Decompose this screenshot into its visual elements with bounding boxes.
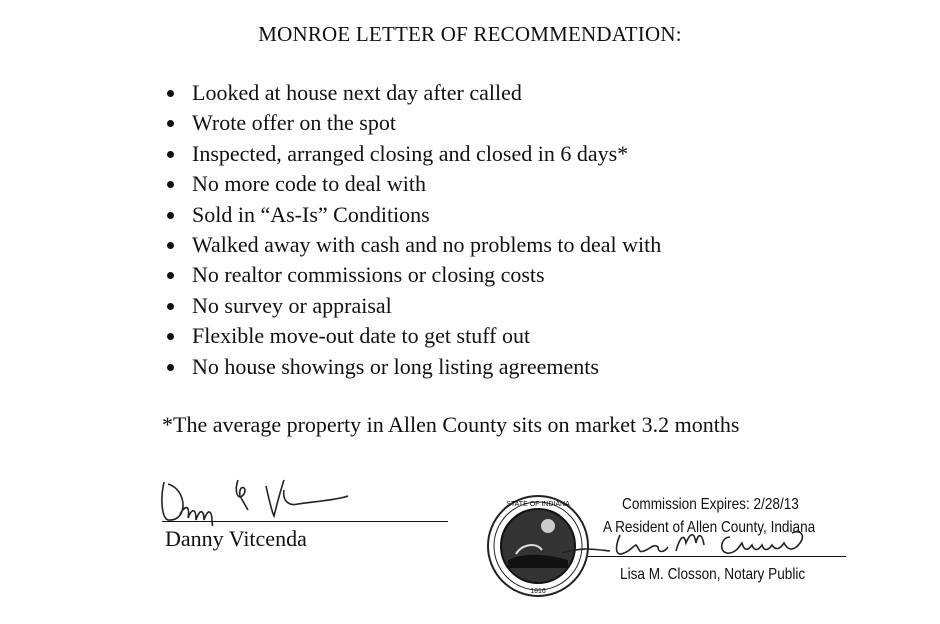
bullet-icon: [167, 242, 174, 249]
list-item: [162, 108, 661, 138]
signature-danny: [158, 470, 358, 526]
list-item-text: No realtor commissions or closing costs: [192, 262, 545, 288]
svg-text:1816: 1816: [530, 588, 546, 595]
signer-name: Danny Vitcenda: [165, 526, 307, 551]
list-item-text: Looked at house next day after called: [192, 80, 522, 105]
list-item: [162, 260, 661, 290]
list-item: [162, 230, 661, 260]
list-item-text: No survey or appraisal: [192, 292, 392, 318]
list-item: [162, 321, 661, 351]
list-item: [162, 291, 661, 321]
list-item-text: Flexible move-out date to get stuff out: [192, 323, 531, 349]
bullet-icon: [167, 120, 174, 127]
notary-name: Lisa M. Closson, Notary Public: [620, 566, 806, 583]
bullet-icon: [167, 181, 174, 188]
list-item: [162, 169, 661, 199]
list-item-text: Wrote offer on the spot: [192, 110, 396, 136]
signature-notary: [560, 525, 860, 565]
bullet-icon: [167, 90, 174, 97]
list-item: [162, 352, 661, 382]
bullet-icon: [167, 212, 174, 219]
bullet-icon: [167, 151, 174, 158]
list-item-text: Walked away with cash and no problems to deal with: [192, 231, 662, 257]
notary-signature-line: [588, 556, 846, 557]
notary-residence: A Resident of Allen County, Indiana: [603, 519, 816, 536]
footnote: *The average property in Allen County sits on market 3.2 months: [162, 412, 740, 437]
document-title: MONROE LETTER OF RECOMMENDATION:: [258, 22, 682, 46]
svg-text:STATE OF INDIANA: STATE OF INDIANA: [506, 501, 570, 508]
bullet-icon: [167, 272, 174, 279]
list-item-text: No house showings or long listing agreements: [192, 353, 599, 379]
commission-expires: Commission Expires: 2/28/13: [622, 496, 799, 513]
list-item: [162, 200, 661, 230]
bullet-icon: [167, 303, 174, 310]
list-item: [162, 78, 661, 108]
signature-line: [162, 521, 448, 522]
bullet-icon: [167, 364, 174, 371]
bullet-list: [162, 78, 661, 382]
bullet-icon: [167, 333, 174, 340]
list-item: [162, 139, 661, 169]
list-item-text: Inspected, arranged closing and closed in 6 days*: [192, 140, 629, 166]
list-item-text: Sold in “As-Is” Conditions: [192, 201, 430, 227]
list-item-text: No more code to deal with: [192, 171, 426, 197]
